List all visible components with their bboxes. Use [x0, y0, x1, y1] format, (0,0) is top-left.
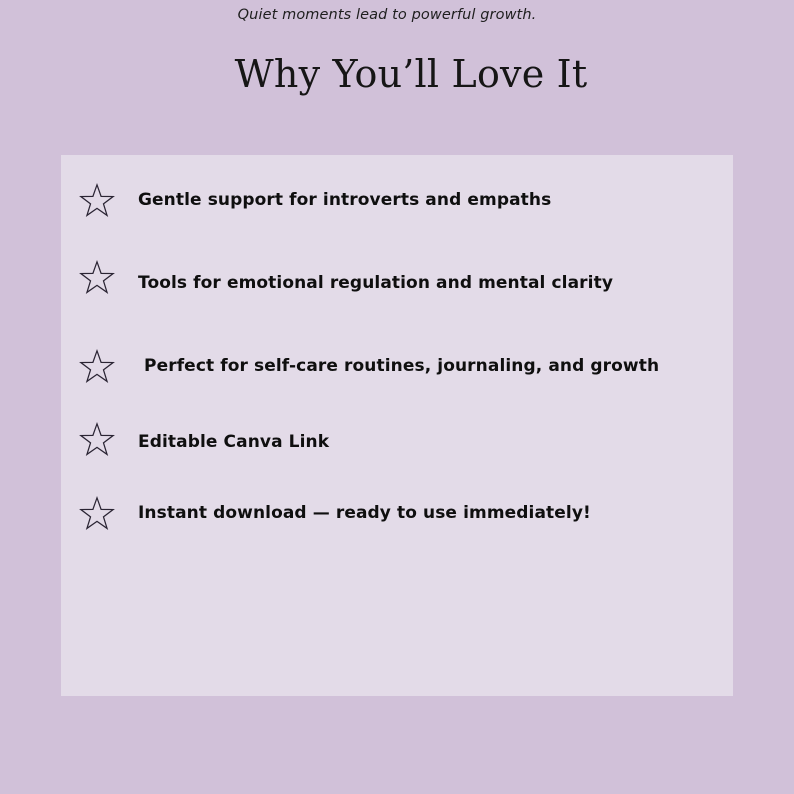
feature-label: Gentle support for introverts and empaths: [138, 190, 552, 210]
feature-item: [61, 348, 733, 388]
features-panel: [61, 155, 733, 696]
feature-item: [61, 182, 733, 222]
feature-item: [61, 421, 733, 461]
feature-label: Perfect for self-care routines, journaling, and growth: [138, 356, 660, 376]
star-outline-icon: [78, 259, 116, 297]
feature-label: Editable Canva Link: [138, 432, 330, 452]
feature-label: Tools for emotional regulation and mental clarity: [138, 273, 613, 293]
feature-label: Instant download — ready to use immediately!: [138, 503, 591, 523]
star-outline-icon: [78, 182, 116, 220]
star-outline-icon: [78, 495, 116, 533]
feature-item: [61, 495, 733, 535]
feature-item: [61, 259, 733, 299]
star-outline-icon: [78, 348, 116, 386]
star-outline-icon: [78, 421, 116, 459]
tagline: Quiet moments lead to powerful growth.: [237, 7, 537, 23]
page-title: Why You’ll Love It: [234, 52, 588, 96]
